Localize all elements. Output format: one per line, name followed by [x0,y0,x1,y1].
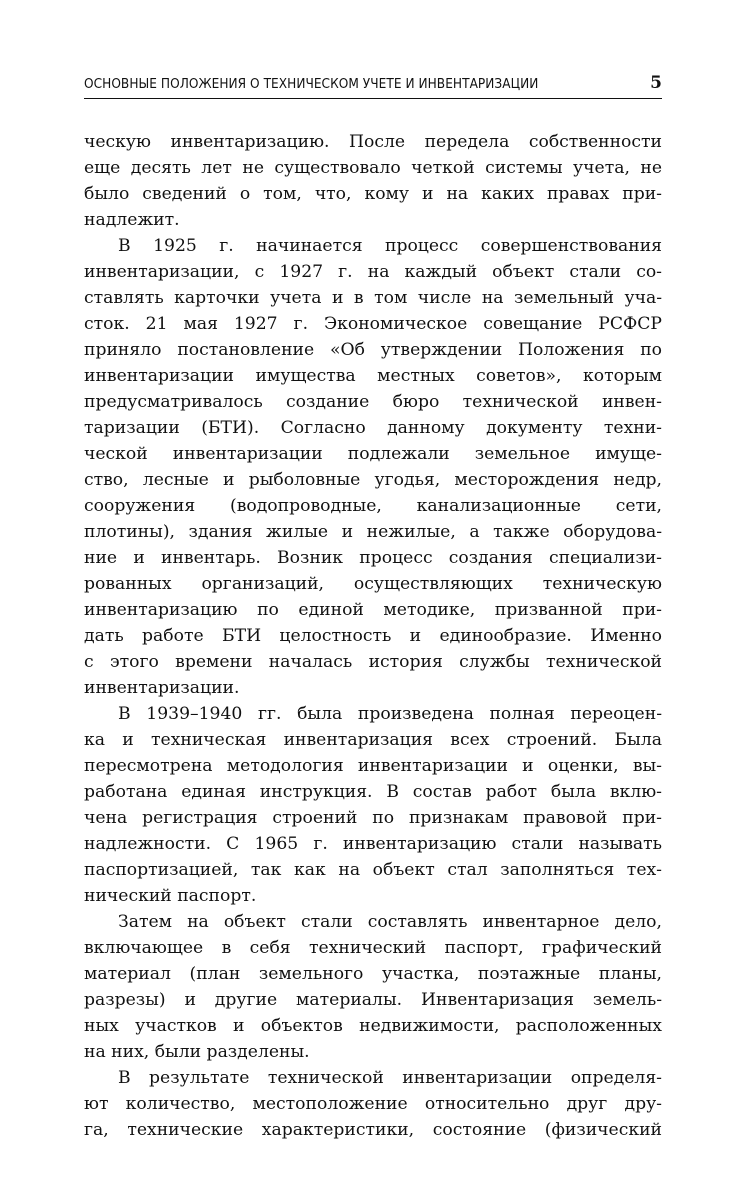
text-line: ка и техническая инвентаризация всех строений. Была [84,730,662,750]
book-page [84,0,662,1182]
text-line: ство, лесные и рыболовные угодья, месторождения недр, [84,470,662,490]
text-line: ческую инвентаризацию. После передела собственности [84,132,662,152]
page-number: 5 [650,73,662,93]
running-title: ОСНОВНЫЕ ПОЛОЖЕНИЯ О ТЕХНИЧЕСКОМ УЧЕТЕ И ИНВЕНТАРИЗАЦИИ [84,76,539,92]
text-line: разрезы) и другие материалы. Инвентаризация земель- [84,990,662,1010]
text-line: ческой инвентаризации подлежали земельное имуще- [84,444,662,464]
paragraph [84,1065,662,1143]
text-line: надлежности. С 1965 г. инвентаризацию стали называть [84,834,662,854]
text-line: сооружения (водопроводные, канализационные сети, [84,496,662,516]
paragraph [84,909,662,1065]
text-line: В результате технической инвентаризации определя- [118,1068,662,1088]
text-line: инвентаризации. [84,678,240,698]
text-line: приняло постановление «Об утверждении Положения по [84,340,662,360]
text-line: чена регистрация строений по признакам правовой при- [84,808,662,828]
text-line: Затем на объект стали составлять инвентарное дело, [118,912,662,932]
paragraph [84,129,662,233]
text-line: на них, были разделены. [84,1042,310,1062]
text-line: дать работе БТИ целостность и единообразие. Именно [84,626,662,646]
text-line: га, технические характеристики, состояние (физический [84,1120,662,1140]
text-line: сток. 21 мая 1927 г. Экономическое совещание РСФСР [84,314,662,334]
text-line: еще десять лет не существовало четкой системы учета, не [84,158,662,178]
text-line: включающее в себя технический паспорт, графический [84,938,662,958]
text-line: В 1939–1940 гг. была произведена полная переоцен- [118,704,662,724]
text-line: инвентаризации, с 1927 г. на каждый объект стали со- [84,262,662,282]
text-line: таризации (БТИ). Согласно данному документу техни- [84,418,662,438]
text-line: В 1925 г. начинается процесс совершенствования [118,236,662,256]
text-line: надлежит. [84,210,180,230]
text-line: ставлять карточки учета и в том числе на земельный уча- [84,288,662,308]
text-line: нический паспорт. [84,886,257,906]
body-text [84,129,662,1143]
text-line: инвентаризацию по единой методике, призванной при- [84,600,662,620]
text-line: материал (план земельного участка, поэтажные планы, [84,964,662,984]
text-line: ние и инвентарь. Возник процесс создания специализи- [84,548,662,568]
text-line: ных участков и объектов недвижимости, расположенных [84,1016,662,1036]
text-line: рованных организаций, осуществляющих техническую [84,574,662,594]
text-line: плотины), здания жилые и нежилые, а также оборудова- [84,522,662,542]
text-line: ют количество, местоположение относительно друг дру- [84,1094,662,1114]
text-line: инвентаризации имущества местных советов», которым [84,366,662,386]
paragraph [84,233,662,701]
text-line: работана единая инструкция. В состав работ была вклю- [84,782,662,802]
running-header [84,72,662,99]
text-line: пересмотрена методология инвентаризации и оценки, вы- [84,756,662,776]
text-line: паспортизацией, так как на объект стал заполняться тех- [84,860,662,880]
paragraph [84,701,662,909]
text-line: с этого времени началась история службы технической [84,652,662,672]
text-line: было сведений о том, что, кому и на каких правах при- [84,184,662,204]
text-line: предусматривалось создание бюро технической инвен- [84,392,662,412]
